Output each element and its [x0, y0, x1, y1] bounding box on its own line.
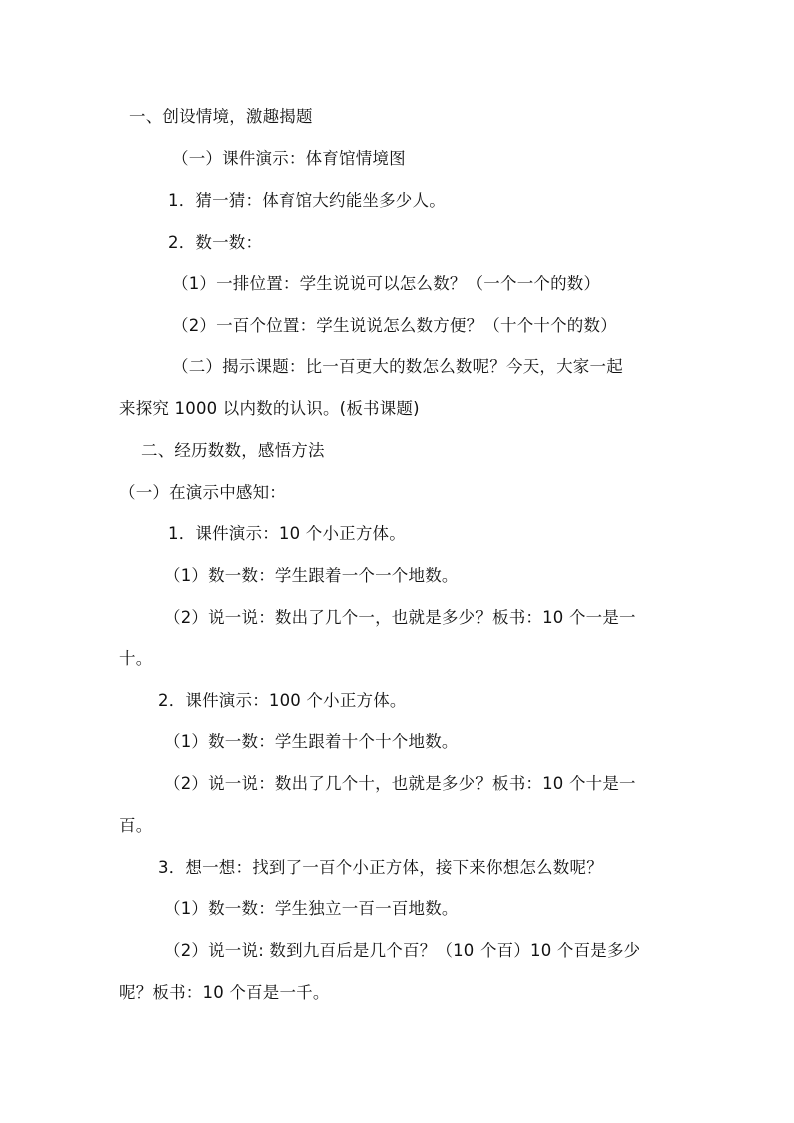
section-heading-2: 二、经历数数，感悟方法 — [141, 441, 325, 460]
subsection-heading: （一）课件演示：体育馆情境图 — [172, 149, 406, 168]
paragraph-line: 来探究 1000 以内数的认识。(板书课题) — [119, 399, 420, 418]
paragraph-line: 百。 — [119, 816, 153, 835]
paragraph-line: （2）说一说：数出了几个一，也就是多少？板书：10 个一是一 — [164, 608, 636, 627]
paragraph-line: 3．想一想：找到了一百个小正方体，接下来你想怎么数呢？ — [158, 858, 603, 877]
paragraph-line: 2．课件演示：100 个小正方体。 — [158, 691, 407, 710]
paragraph-line: 十。 — [119, 649, 153, 668]
subsection-heading: （二）揭示课题：比一百更大的数怎么数呢？今天，大家一起 — [172, 357, 623, 376]
paragraph-line: （1）一排位置：学生说说可以怎么数？（一个一个的数） — [172, 274, 601, 293]
paragraph-line: 1．课件演示：10 个小正方体。 — [168, 524, 406, 543]
paragraph-line: （1）数一数：学生跟着十个十个地数。 — [164, 732, 459, 751]
paragraph-line: （2）说一说：数出了几个十，也就是多少？板书：10 个十是一 — [164, 774, 636, 793]
paragraph-line: （2）一百个位置：学生说说怎么数方便？（十个十个的数） — [172, 316, 617, 335]
paragraph-line: （1）数一数：学生跟着一个一个地数。 — [164, 566, 459, 585]
paragraph-line: 呢？板书：10 个百是一千。 — [119, 983, 330, 1002]
subsection-heading: （一）在演示中感知： — [119, 483, 286, 502]
paragraph-line: （1）数一数：学生独立一百一百地数。 — [164, 899, 459, 918]
section-heading-1: 一、创设情境，激趣揭题 — [129, 107, 313, 126]
paragraph-line: 2．数一数： — [168, 233, 263, 252]
paragraph-line: 1．猜一猜：体育馆大约能坐多少人。 — [168, 191, 446, 210]
paragraph-line: （2）说一说: 数到九百后是几个百？（10 个百）10 个百是多少 — [164, 941, 641, 960]
